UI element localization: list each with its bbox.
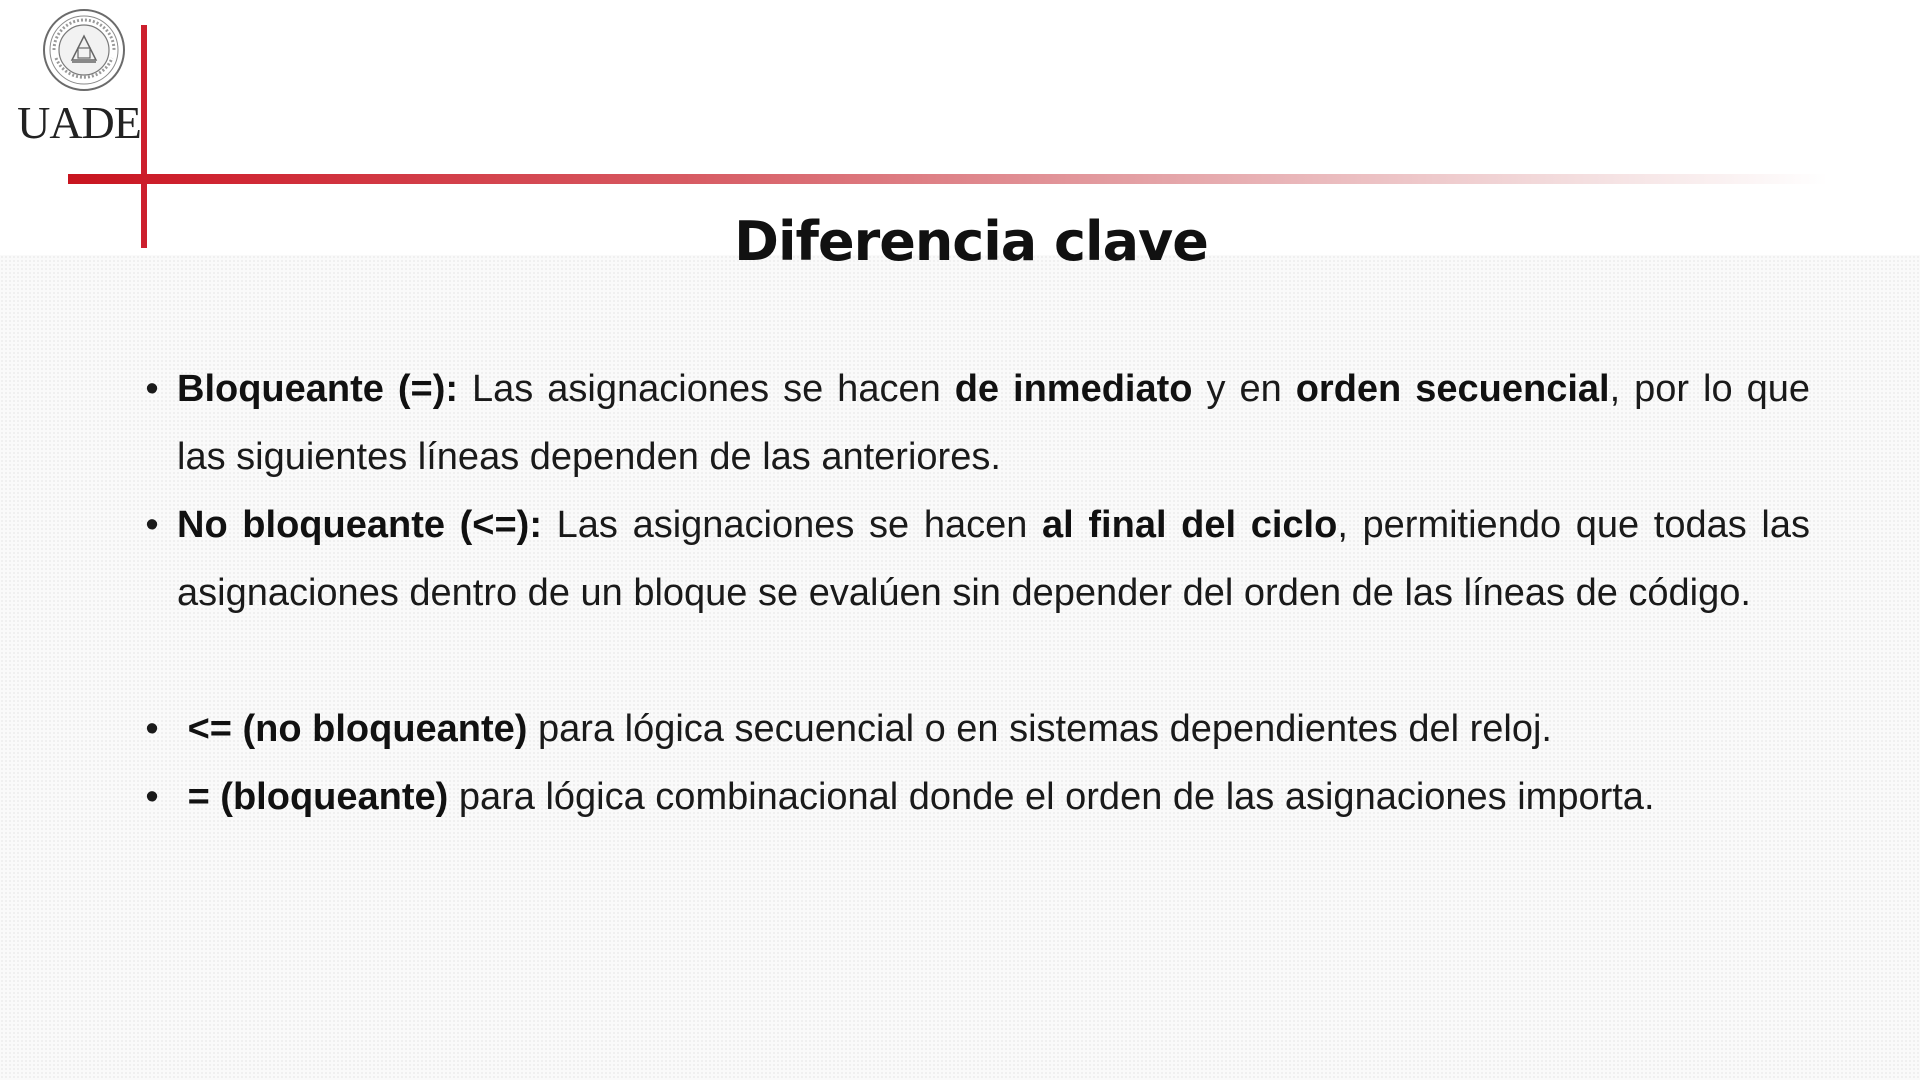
list-item [145,491,1810,627]
accent-horizontal-line [68,174,1828,184]
slide-title: Diferencia clave [734,210,1208,273]
bullet-icon: • [145,368,159,410]
item-text: y en [1192,368,1296,410]
item-emphasis: al final del ciclo [1042,504,1338,546]
item-label: = (bloqueante) [187,776,449,818]
item-text: para lógica combinacional donde el orden de las asignaciones importa. [448,776,1655,818]
bullet-icon: • [145,504,159,546]
bullet-icon: • [145,776,159,818]
uade-logo [14,8,141,148]
item-label: No bloqueante (<=): [177,504,542,546]
university-seal-icon [42,8,126,92]
item-text: , por lo que las siguientes líneas dependen de las anteriores. [177,368,1810,478]
list-item [145,763,1810,831]
logo-text: UADE [17,97,141,148]
item-text: Las asignaciones se hacen [458,368,955,410]
bullet-list [145,695,1810,831]
item-emphasis: de inmediato [954,368,1193,410]
item-text: , permitiendo que todas las asignaciones dentro de un bloque se evalúen sin depender del orden de las líneas de código. [177,504,1811,614]
spacer [145,627,1810,695]
bullet-list [145,355,1810,627]
list-item [145,355,1810,491]
item-label: <= (no bloqueante) [187,708,528,750]
item-text: para lógica secuencial o en sistemas dependientes del reloj. [527,708,1552,750]
bullet-icon: • [145,708,159,750]
item-text: Las asignaciones se hacen [542,504,1043,546]
list-item [145,695,1810,763]
slide-content [145,355,1810,831]
item-emphasis: orden secuencial [1295,368,1610,410]
item-label: Bloqueante (=): [177,368,459,410]
